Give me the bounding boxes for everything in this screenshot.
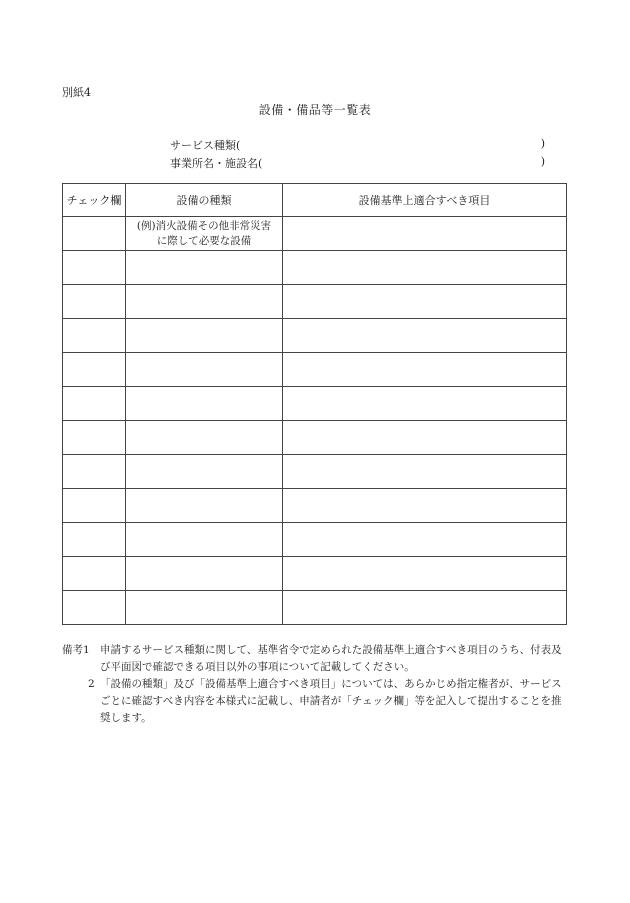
service-type-paren-close: ) [540,137,545,150]
standard-item-cell[interactable] [283,251,567,285]
standard-item-cell[interactable] [283,387,567,421]
check-cell[interactable] [63,591,126,625]
check-cell[interactable] [63,217,126,251]
standard-item-cell[interactable] [283,523,567,557]
document-label: 別紙4 [62,86,91,99]
standard-item-cell[interactable] [283,455,567,489]
table-row [63,387,567,421]
service-type-line [170,137,545,153]
standard-item-cell[interactable] [283,489,567,523]
office-name-line [170,155,545,171]
example-line-1: (例)消火設備その他非常災害 [136,219,272,232]
check-cell[interactable] [63,557,126,591]
table-row [63,489,567,523]
table-row [63,319,567,353]
standard-item-cell[interactable] [283,217,567,251]
standard-item-cell[interactable] [283,285,567,319]
equipment-table [62,183,567,625]
check-cell[interactable] [63,251,126,285]
table-row [63,217,567,251]
standard-item-cell[interactable] [283,591,567,625]
table-row [63,421,567,455]
equipment-type-cell[interactable] [126,421,283,455]
equipment-type-cell[interactable] [126,455,283,489]
table-row [63,251,567,285]
note-1 [62,642,562,676]
standard-item-cell[interactable] [283,319,567,353]
equipment-type-cell[interactable] [126,557,283,591]
office-name-label: 事業所名・施設名( [170,157,263,170]
equipment-type-cell[interactable] [126,217,283,251]
table-row [63,523,567,557]
table-row [63,591,567,625]
equipment-type-cell[interactable] [126,353,283,387]
note-2-text: 「設備の種類」及び「設備基準上適合すべき項目」については、あらかじめ指定権者が、サービスごとに確認すべき内容を本様式に記載し、申請者が「チェック欄」等を記入して提出することを推奨します。 [100,678,562,724]
check-cell[interactable] [63,319,126,353]
header-check-column: チェック欄 [63,184,126,217]
equipment-type-cell[interactable] [126,387,283,421]
check-cell[interactable] [63,489,126,523]
note-2 [62,676,562,727]
header-standard-items: 設備基準上適合すべき項目 [283,184,567,217]
standard-item-cell[interactable] [283,353,567,387]
service-type-label: サービス種類( [170,139,241,152]
note-1-text: 申請するサービス種類に関して、基準省令で定められた設備基準上適合すべき項目のうち、付表及び平面図で確認できる項目以外の事項について記載してください。 [100,644,562,673]
document-title: 設備・備品等一覧表 [258,103,372,117]
equipment-type-cell[interactable] [126,591,283,625]
table-row [63,285,567,319]
check-cell[interactable] [63,387,126,421]
equipment-type-cell[interactable] [126,319,283,353]
note-2-number: 2 [88,678,95,690]
standard-item-cell[interactable] [283,557,567,591]
office-name-paren-close: ) [540,155,545,168]
check-cell[interactable] [63,421,126,455]
check-cell[interactable] [63,523,126,557]
header-equipment-type: 設備の種類 [126,184,283,217]
table-row [63,455,567,489]
standard-item-cell[interactable] [283,421,567,455]
check-cell[interactable] [63,455,126,489]
table-row [63,557,567,591]
equipment-type-cell[interactable] [126,523,283,557]
equipment-type-cell[interactable] [126,285,283,319]
check-cell[interactable] [63,285,126,319]
equipment-type-cell[interactable] [126,251,283,285]
notes-section [62,642,562,727]
table-header-row [63,184,567,217]
table-row [63,353,567,387]
example-line-2: に際して必要な設備 [156,234,252,247]
equipment-type-cell[interactable] [126,489,283,523]
check-cell[interactable] [63,353,126,387]
note-1-number: 備考1 [62,644,90,656]
